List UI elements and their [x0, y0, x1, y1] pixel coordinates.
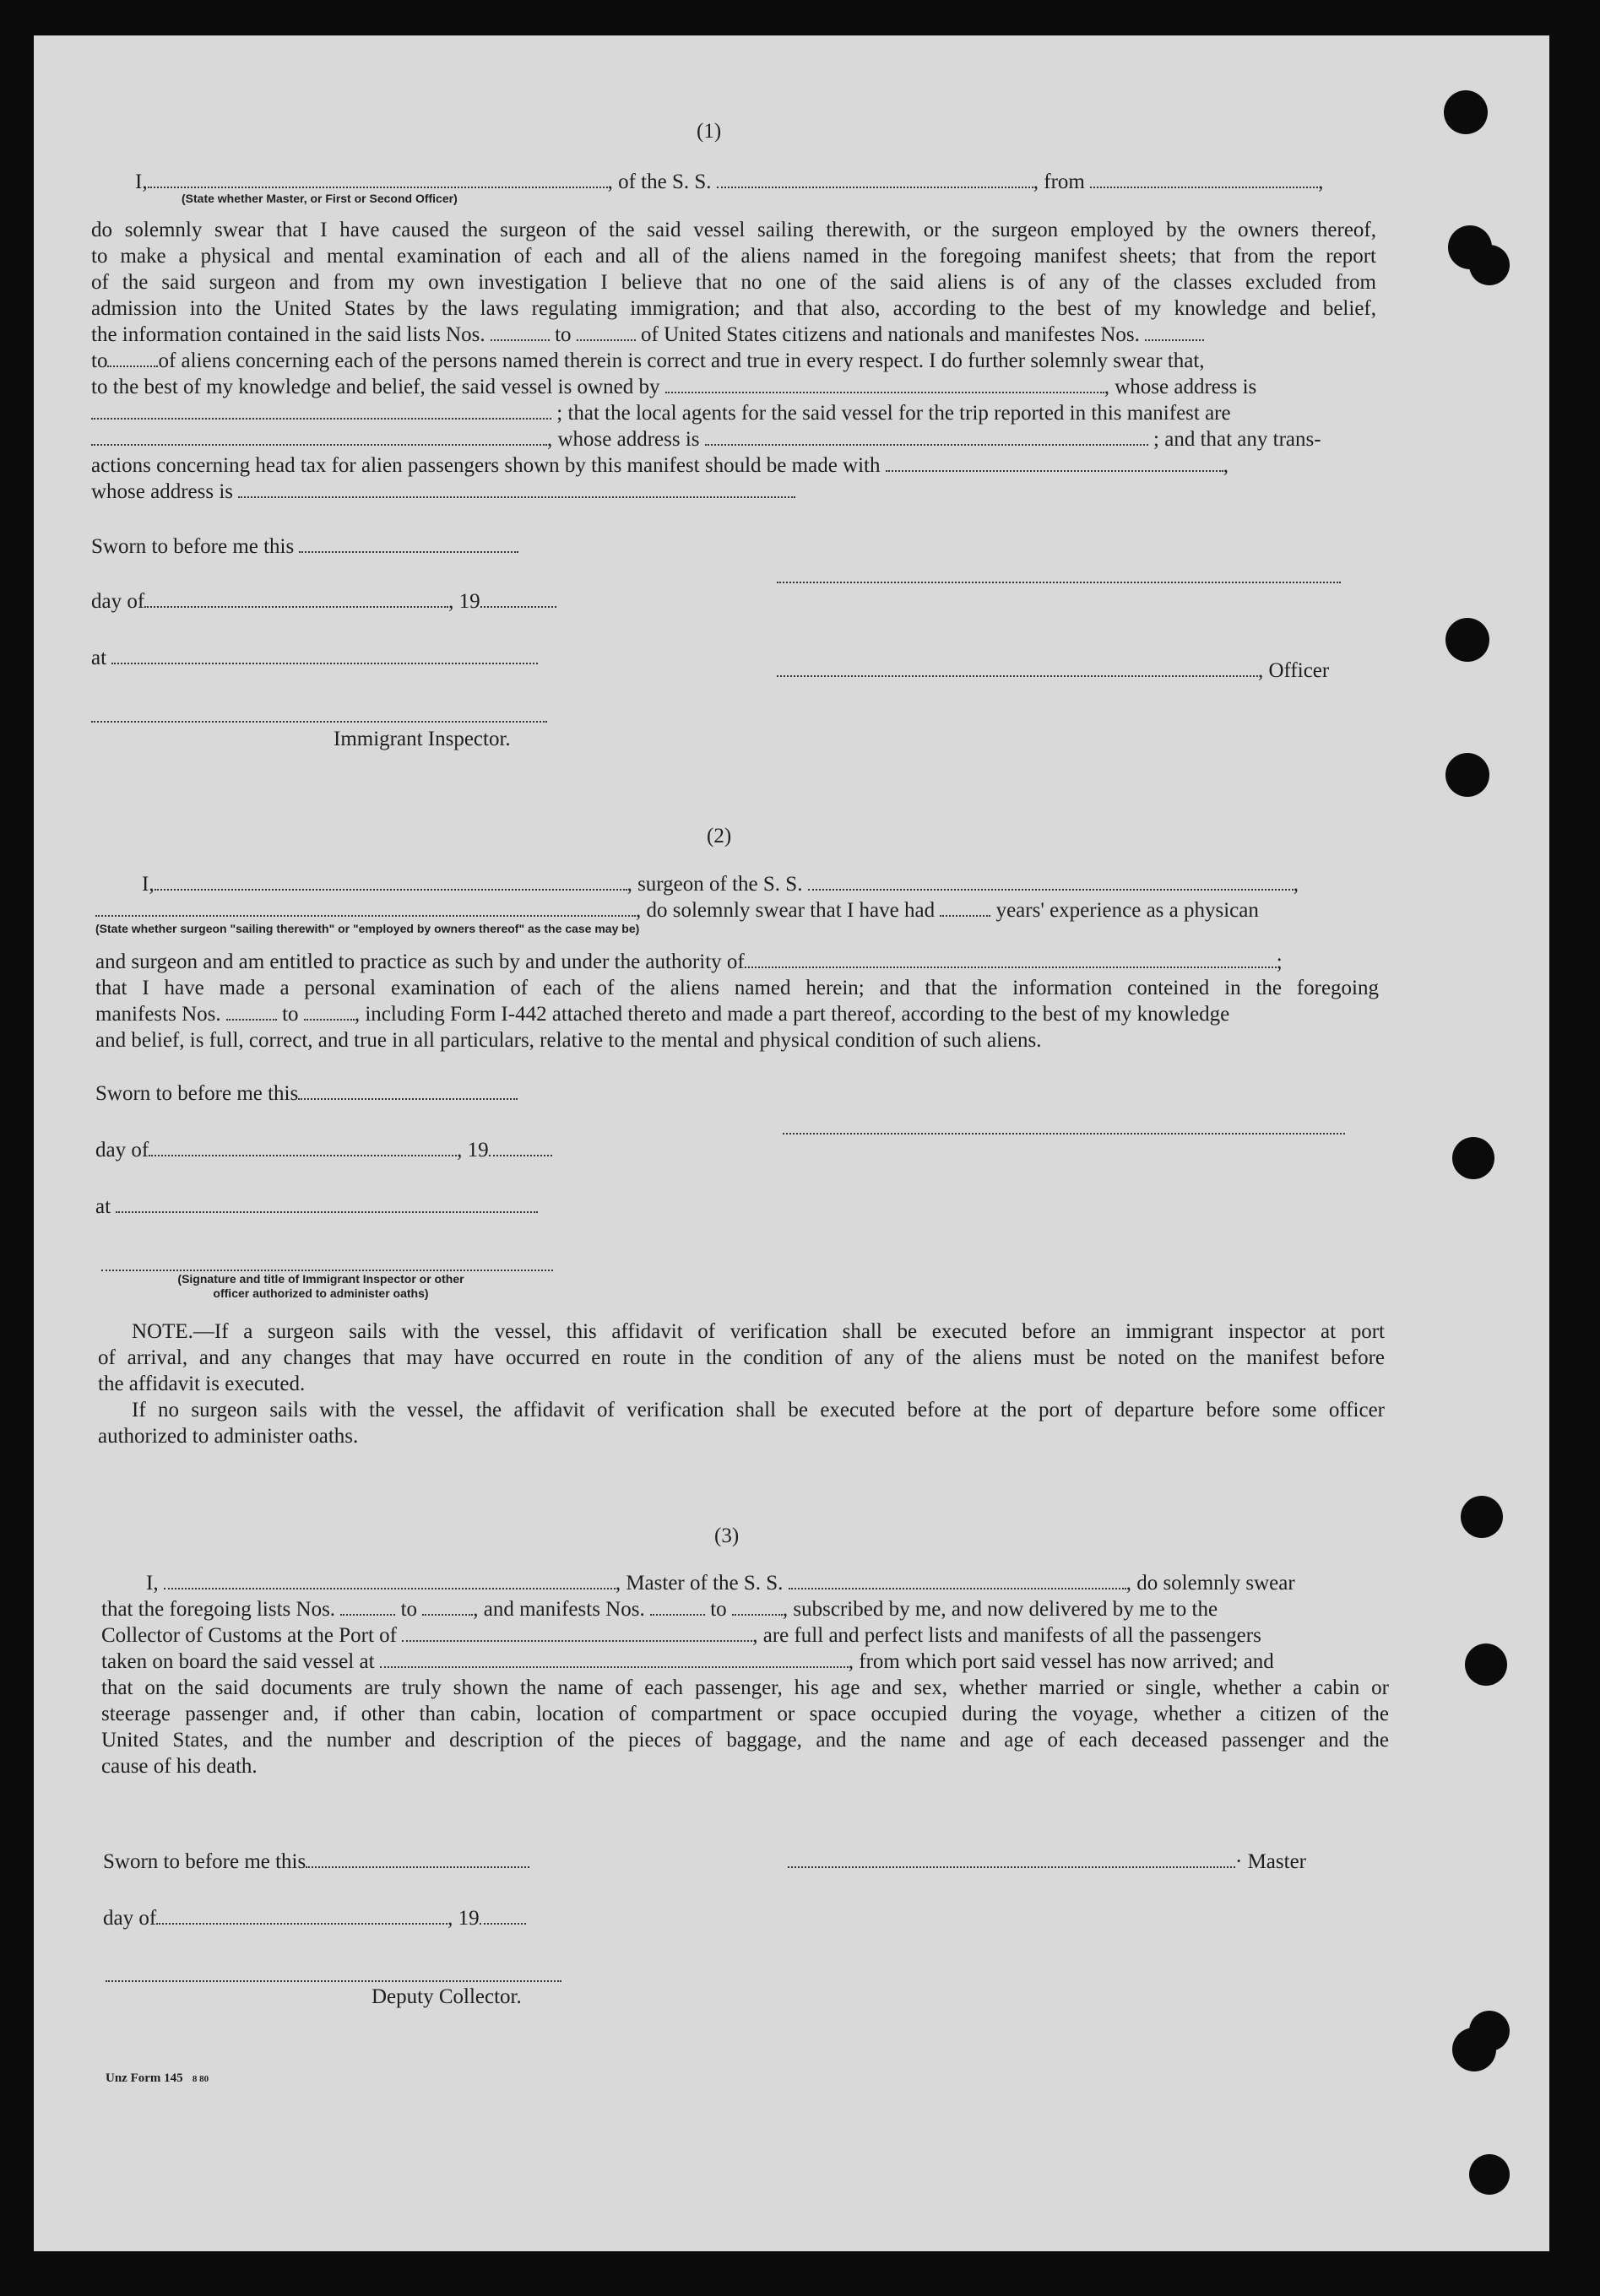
section-1-day-of: day of , 19 — [91, 588, 556, 615]
section-2-at: at — [95, 1194, 538, 1220]
section-2-note-line: the affidavit is executed. — [98, 1373, 306, 1395]
section-2-number: (2) — [707, 825, 732, 847]
section-1-sworn: Sworn to before me this — [91, 533, 518, 560]
section-3-sworn: Sworn to before me this — [103, 1849, 529, 1875]
section-1-body-line: do solemnly swear that I have caused the surgeon of the said vessel sailing therewith, or the surgeon employed by the owners thereof, — [91, 219, 1376, 241]
section-3-day-of: day of , 19 — [103, 1905, 526, 1931]
punch-hole — [1445, 753, 1489, 797]
section-3-collector: Deputy Collector. — [372, 1985, 522, 2008]
section-1-inspector: Immigrant Inspector. — [334, 728, 511, 750]
section-2-signature-line — [783, 1131, 1345, 1134]
section-3-body-line: United States, and the number and description of the pieces of baggage, and the name and age of each deceased passenger and the — [101, 1729, 1389, 1752]
section-2-inspector-line — [101, 1268, 553, 1271]
section-2-note-line: If no surgeon sails with the vessel, the affidavit of verification shall be executed before at the port of departure before some officer — [132, 1399, 1385, 1421]
section-3-line-1: I, , Master of the S. S. , do solemnly swear — [146, 1572, 1295, 1595]
section-3-master-line: · Master — [788, 1849, 1306, 1875]
punch-hole — [1469, 245, 1510, 285]
section-1-officer-note: (State whether Master, or First or Second Officer) — [182, 192, 458, 205]
section-1-whose-line: whose address is — [91, 479, 795, 505]
section-1-line-1: I, , of the S. S. , from , — [135, 171, 1324, 193]
section-1-signature-line — [777, 580, 1341, 583]
section-1-inspector-line — [91, 719, 547, 723]
punch-hole — [1445, 618, 1489, 662]
punch-hole — [1461, 1496, 1503, 1538]
punch-hole — [1444, 90, 1488, 134]
punch-hole — [1469, 2154, 1510, 2195]
section-2-note-line: NOTE.—If a surgeon sails with the vessel, this affidavit of verification shall be executed before an immigrant inspector at port — [132, 1320, 1385, 1343]
section-2-line-4: that I have made a personal examination of each of the aliens named herein; and that the information conteined in the foregoing — [95, 977, 1379, 999]
section-1-body-line: to make a physical and mental examination of each and all of the aliens named in the foregoing manifest sheets; that from the report — [91, 245, 1376, 268]
section-1-body-line: admission into the United States by the laws regulating immigration; and that also, according to the best of my knowledge and belief, — [91, 297, 1376, 320]
form-number: Unz Form 145 8 80 — [106, 2071, 209, 2085]
section-1-agents-line: ; that the local agents for the said vessel for the trip reported in this manifest are — [91, 400, 1231, 426]
section-2-surgeon-note: (State whether surgeon "sailing therewith" or "employed by owners thereof" as the case may be) — [95, 922, 640, 935]
section-1-at: at — [91, 645, 538, 671]
section-3-body-line: that on the said documents are truly shown the name of each passenger, his age and sex, whether married or single, whether a cabin or — [101, 1676, 1389, 1699]
section-2-line-2: , do solemnly swear that I have had years' experience as a physican — [95, 897, 1259, 923]
section-3-last-line: cause of his death. — [101, 1755, 258, 1778]
section-2-sig-note: (Signature and title of Immigrant Inspector or other officer authorized to administer oaths) — [177, 1272, 464, 1300]
punch-hole — [1452, 2028, 1496, 2071]
section-2-note-line: of arrival, and any changes that may have occurred en route in the condition of any of the aliens must be noted on the manifest before — [98, 1346, 1385, 1369]
section-2-line-6: and belief, is full, correct, and true in all particulars, relative to the mental and physical condition of such aliens. — [95, 1029, 1042, 1052]
punch-hole — [1465, 1643, 1507, 1686]
section-1-number: (1) — [697, 120, 722, 143]
section-1-body-line: of the said surgeon and from my own investigation I believe that no one of the said aliens is of any of the classes excluded from — [91, 271, 1376, 294]
punch-hole — [1452, 1137, 1494, 1179]
section-3-line-4: taken on board the said vessel at , from which port said vessel has now arrived; and — [101, 1650, 1274, 1673]
section-3-line-2: that the foregoing lists Nos. to , and manifests Nos. to , subscribed by me, and now delivered by me to the — [101, 1598, 1218, 1621]
section-1-aliens-line: to of aliens concerning each of the persons named therein is correct and true in every respect. I do further solemnly swear that, — [91, 349, 1205, 372]
section-2-line-1: I, , surgeon of the S. S. , — [142, 873, 1299, 896]
section-2-sworn: Sworn to before me this — [95, 1080, 518, 1107]
section-3-body-line: steerage passenger and, if other than cabin, location of compartment or space occupied during the voyage, whether a citizen of the — [101, 1703, 1389, 1725]
document-page — [34, 35, 1549, 2251]
section-1-owner-line: to the best of my knowledge and belief, the said vessel is owned by , whose address is — [91, 376, 1257, 398]
section-3-line-3: Collector of Customs at the Port of , are full and perfect lists and manifests of all the passengers — [101, 1624, 1261, 1647]
section-2-line-3: and surgeon and am entitled to practice as such by and under the authority of ; — [95, 950, 1283, 973]
section-1-address-line: , whose address is ; and that any trans- — [91, 426, 1321, 452]
section-3-number: (3) — [714, 1524, 740, 1547]
section-2-day-of: day of , 19 — [95, 1137, 552, 1163]
section-3-collector-line — [106, 1979, 561, 1982]
section-2-line-5: manifests Nos. to , including Form I-442 attached thereto and made a part thereof, according to the best of my knowledge — [95, 1003, 1230, 1026]
section-2-note-line: authorized to administer oaths. — [98, 1425, 359, 1448]
section-1-officer-line: , Officer — [777, 658, 1329, 684]
section-1-headtax-line: actions concerning head tax for alien passengers shown by this manifest should be made with , — [91, 454, 1228, 477]
section-1-lists-line: the information contained in the said lists Nos. to of United States citizens and nationals and manifestes Nos. — [91, 322, 1204, 348]
